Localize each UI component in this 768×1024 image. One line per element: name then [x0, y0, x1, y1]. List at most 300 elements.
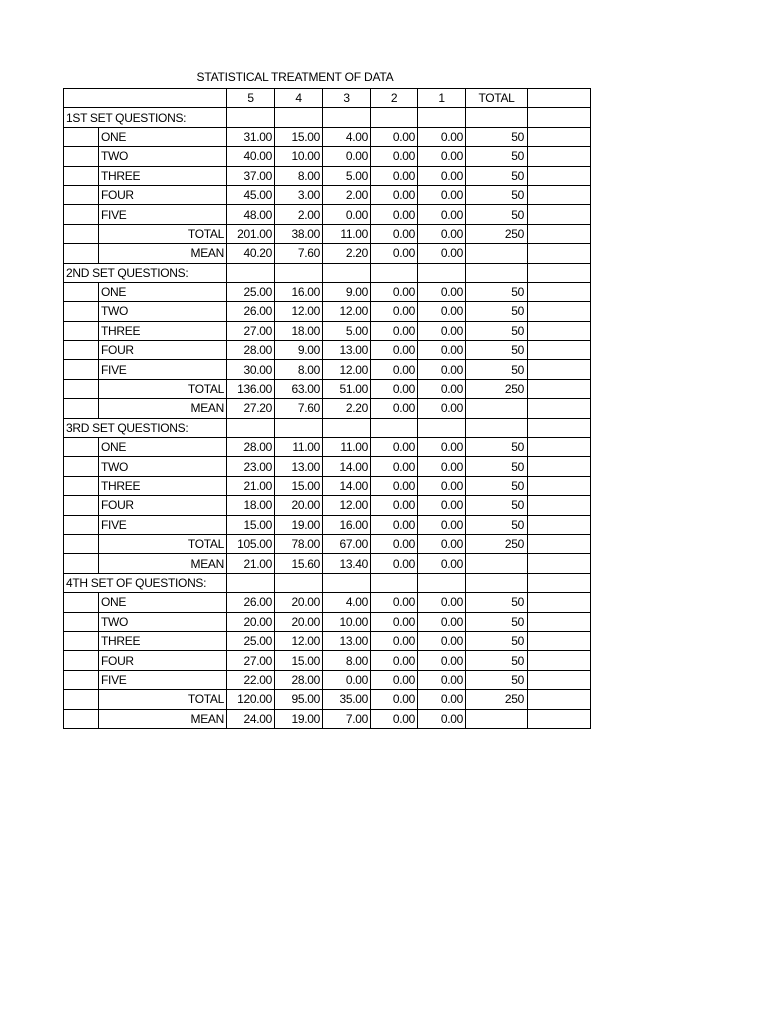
empty-cell [528, 360, 591, 379]
indent-cell [64, 690, 99, 709]
row-total-cell: 250 [466, 224, 528, 243]
total-label: TOTAL [99, 690, 227, 709]
value-cell: 0.00 [371, 399, 418, 418]
statistics-table [63, 88, 591, 729]
header-col-4: 4 [275, 89, 323, 108]
total-row [64, 379, 591, 398]
indent-cell [64, 224, 99, 243]
empty-cell [528, 302, 591, 321]
section-title: 3RD SET QUESTIONS: [64, 418, 227, 437]
row-total-cell: 50 [466, 321, 528, 340]
table-row [64, 147, 591, 166]
value-cell: 95.00 [275, 690, 323, 709]
empty-cell [528, 185, 591, 204]
value-cell: 105.00 [227, 534, 275, 553]
indent-cell [64, 476, 99, 495]
row-total-cell: 50 [466, 147, 528, 166]
section-title: 2ND SET QUESTIONS: [64, 263, 227, 282]
value-cell: 28.00 [275, 670, 323, 689]
value-cell: 15.00 [275, 127, 323, 146]
indent-cell [64, 321, 99, 340]
value-cell: 20.00 [275, 496, 323, 515]
value-cell: 21.00 [227, 554, 275, 573]
value-cell: 0.00 [371, 476, 418, 495]
table-row [64, 631, 591, 650]
value-cell: 0.00 [371, 360, 418, 379]
value-cell: 12.00 [275, 631, 323, 650]
question-label: TWO [99, 147, 227, 166]
value-cell: 0.00 [371, 515, 418, 534]
empty-cell [528, 418, 591, 437]
value-cell: 0.00 [371, 554, 418, 573]
table-row [64, 127, 591, 146]
page-title: STATISTICAL TREATMENT OF DATA [196, 70, 394, 84]
value-cell: 67.00 [323, 534, 371, 553]
value-cell: 20.00 [275, 612, 323, 631]
value-cell: 0.00 [371, 631, 418, 650]
empty-cell [466, 263, 528, 282]
empty-cell [418, 108, 466, 127]
row-total-cell: 50 [466, 185, 528, 204]
value-cell: 13.00 [323, 631, 371, 650]
header-blank-cell [99, 89, 227, 108]
header-col-total: TOTAL [466, 89, 528, 108]
section-title: 1ST SET QUESTIONS: [64, 108, 227, 127]
question-label: ONE [99, 438, 227, 457]
value-cell: 27.00 [227, 321, 275, 340]
value-cell: 7.60 [275, 244, 323, 263]
value-cell: 4.00 [323, 593, 371, 612]
header-extra-cell [528, 89, 591, 108]
question-label: THREE [99, 631, 227, 650]
value-cell: 0.00 [323, 670, 371, 689]
table-row [64, 185, 591, 204]
value-cell: 10.00 [323, 612, 371, 631]
value-cell: 0.00 [418, 321, 466, 340]
value-cell: 0.00 [371, 205, 418, 224]
question-label: ONE [99, 282, 227, 301]
value-cell: 13.00 [275, 457, 323, 476]
question-label: ONE [99, 127, 227, 146]
value-cell: 0.00 [371, 244, 418, 263]
empty-cell [323, 263, 371, 282]
value-cell: 0.00 [418, 399, 466, 418]
value-cell: 0.00 [418, 496, 466, 515]
question-label: FIVE [99, 515, 227, 534]
value-cell: 13.40 [323, 554, 371, 573]
value-cell: 63.00 [275, 379, 323, 398]
value-cell: 136.00 [227, 379, 275, 398]
row-total-cell: 50 [466, 166, 528, 185]
row-total-cell [466, 244, 528, 263]
value-cell: 0.00 [371, 302, 418, 321]
row-total-cell: 50 [466, 670, 528, 689]
value-cell: 25.00 [227, 282, 275, 301]
row-total-cell: 50 [466, 205, 528, 224]
total-row [64, 224, 591, 243]
value-cell: 18.00 [275, 321, 323, 340]
value-cell: 31.00 [227, 127, 275, 146]
question-label: TWO [99, 302, 227, 321]
value-cell: 28.00 [227, 438, 275, 457]
question-label: FIVE [99, 670, 227, 689]
question-label: THREE [99, 166, 227, 185]
total-row [64, 534, 591, 553]
indent-cell [64, 612, 99, 631]
empty-cell [275, 573, 323, 592]
empty-cell [275, 263, 323, 282]
value-cell: 0.00 [418, 379, 466, 398]
value-cell: 12.00 [323, 496, 371, 515]
value-cell: 8.00 [323, 651, 371, 670]
value-cell: 16.00 [275, 282, 323, 301]
table-row [64, 670, 591, 689]
value-cell: 19.00 [275, 709, 323, 728]
mean-row [64, 709, 591, 728]
value-cell: 0.00 [418, 593, 466, 612]
table-row [64, 496, 591, 515]
value-cell: 8.00 [275, 166, 323, 185]
value-cell: 7.00 [323, 709, 371, 728]
empty-cell [528, 399, 591, 418]
value-cell: 0.00 [418, 690, 466, 709]
table-row [64, 166, 591, 185]
empty-cell [371, 573, 418, 592]
value-cell: 38.00 [275, 224, 323, 243]
value-cell: 11.00 [275, 438, 323, 457]
value-cell: 201.00 [227, 224, 275, 243]
table-row [64, 612, 591, 631]
value-cell: 26.00 [227, 302, 275, 321]
value-cell: 12.00 [323, 360, 371, 379]
indent-cell [64, 282, 99, 301]
mean-row [64, 244, 591, 263]
indent-cell [64, 651, 99, 670]
row-total-cell: 50 [466, 593, 528, 612]
indent-cell [64, 147, 99, 166]
value-cell: 0.00 [371, 670, 418, 689]
empty-cell [528, 321, 591, 340]
value-cell: 28.00 [227, 341, 275, 360]
section-heading-row [64, 418, 591, 437]
value-cell: 26.00 [227, 593, 275, 612]
mean-row [64, 399, 591, 418]
value-cell: 20.00 [227, 612, 275, 631]
row-total-cell: 50 [466, 341, 528, 360]
empty-cell [418, 263, 466, 282]
total-row [64, 690, 591, 709]
mean-label: MEAN [99, 709, 227, 728]
table-row [64, 321, 591, 340]
value-cell: 15.00 [227, 515, 275, 534]
empty-cell [323, 418, 371, 437]
row-total-cell [466, 709, 528, 728]
row-total-cell: 50 [466, 496, 528, 515]
indent-cell [64, 670, 99, 689]
header-col-2: 2 [371, 89, 418, 108]
empty-cell [528, 379, 591, 398]
indent-cell [64, 360, 99, 379]
empty-cell [371, 263, 418, 282]
question-label: FIVE [99, 360, 227, 379]
value-cell: 0.00 [418, 709, 466, 728]
value-cell: 27.00 [227, 651, 275, 670]
value-cell: 40.00 [227, 147, 275, 166]
value-cell: 0.00 [418, 282, 466, 301]
value-cell: 24.00 [227, 709, 275, 728]
indent-cell [64, 205, 99, 224]
value-cell: 14.00 [323, 457, 371, 476]
value-cell: 2.20 [323, 399, 371, 418]
value-cell: 23.00 [227, 457, 275, 476]
row-total-cell: 50 [466, 360, 528, 379]
row-total-cell: 250 [466, 690, 528, 709]
value-cell: 7.60 [275, 399, 323, 418]
value-cell: 15.00 [275, 476, 323, 495]
value-cell: 0.00 [323, 205, 371, 224]
value-cell: 3.00 [275, 185, 323, 204]
total-label: TOTAL [99, 379, 227, 398]
value-cell: 0.00 [418, 205, 466, 224]
indent-cell [64, 379, 99, 398]
row-total-cell: 50 [466, 127, 528, 146]
empty-cell [528, 263, 591, 282]
empty-cell [227, 418, 275, 437]
question-label: FOUR [99, 651, 227, 670]
value-cell: 37.00 [227, 166, 275, 185]
value-cell: 9.00 [323, 282, 371, 301]
empty-cell [528, 166, 591, 185]
value-cell: 0.00 [371, 593, 418, 612]
value-cell: 11.00 [323, 224, 371, 243]
row-total-cell: 50 [466, 631, 528, 650]
value-cell: 12.00 [275, 302, 323, 321]
empty-cell [227, 263, 275, 282]
value-cell: 2.00 [275, 205, 323, 224]
value-cell: 25.00 [227, 631, 275, 650]
value-cell: 5.00 [323, 321, 371, 340]
value-cell: 0.00 [418, 457, 466, 476]
value-cell: 11.00 [323, 438, 371, 457]
empty-cell [275, 418, 323, 437]
value-cell: 8.00 [275, 360, 323, 379]
question-label: FOUR [99, 341, 227, 360]
value-cell: 13.00 [323, 341, 371, 360]
question-label: TWO [99, 457, 227, 476]
value-cell: 120.00 [227, 690, 275, 709]
section-heading-row [64, 108, 591, 127]
empty-cell [528, 651, 591, 670]
row-total-cell [466, 399, 528, 418]
value-cell: 0.00 [371, 166, 418, 185]
table-row [64, 205, 591, 224]
empty-cell [371, 108, 418, 127]
value-cell: 10.00 [275, 147, 323, 166]
question-label: THREE [99, 321, 227, 340]
value-cell: 20.00 [275, 593, 323, 612]
value-cell: 0.00 [418, 631, 466, 650]
empty-cell [528, 670, 591, 689]
empty-cell [528, 457, 591, 476]
header-blank-cell [64, 89, 99, 108]
empty-cell [528, 147, 591, 166]
section-heading-row [64, 573, 591, 592]
empty-cell [528, 127, 591, 146]
table-row [64, 651, 591, 670]
empty-cell [466, 418, 528, 437]
value-cell: 0.00 [371, 321, 418, 340]
value-cell: 51.00 [323, 379, 371, 398]
question-label: FOUR [99, 185, 227, 204]
table-row [64, 593, 591, 612]
table-row [64, 476, 591, 495]
section-heading-row [64, 263, 591, 282]
value-cell: 0.00 [371, 127, 418, 146]
header-col-1: 1 [418, 89, 466, 108]
value-cell: 0.00 [418, 476, 466, 495]
table-row [64, 302, 591, 321]
empty-cell [528, 593, 591, 612]
value-cell: 0.00 [371, 147, 418, 166]
table-row [64, 515, 591, 534]
value-cell: 0.00 [418, 341, 466, 360]
header-col-3: 3 [323, 89, 371, 108]
indent-cell [64, 515, 99, 534]
value-cell: 40.20 [227, 244, 275, 263]
indent-cell [64, 399, 99, 418]
indent-cell [64, 185, 99, 204]
total-label: TOTAL [99, 224, 227, 243]
value-cell: 0.00 [418, 534, 466, 553]
value-cell: 0.00 [418, 651, 466, 670]
table-row [64, 438, 591, 457]
value-cell: 0.00 [371, 224, 418, 243]
header-row [64, 89, 591, 108]
value-cell: 16.00 [323, 515, 371, 534]
value-cell: 30.00 [227, 360, 275, 379]
empty-cell [275, 108, 323, 127]
value-cell: 4.00 [323, 127, 371, 146]
empty-cell [528, 612, 591, 631]
value-cell: 0.00 [371, 690, 418, 709]
value-cell: 0.00 [371, 341, 418, 360]
indent-cell [64, 438, 99, 457]
question-label: FOUR [99, 496, 227, 515]
indent-cell [64, 457, 99, 476]
value-cell: 0.00 [371, 282, 418, 301]
row-total-cell [466, 554, 528, 573]
indent-cell [64, 593, 99, 612]
value-cell: 0.00 [418, 185, 466, 204]
row-total-cell: 50 [466, 515, 528, 534]
empty-cell [528, 515, 591, 534]
row-total-cell: 50 [466, 651, 528, 670]
indent-cell [64, 166, 99, 185]
value-cell: 14.00 [323, 476, 371, 495]
empty-cell [418, 573, 466, 592]
question-label: ONE [99, 593, 227, 612]
value-cell: 0.00 [418, 224, 466, 243]
row-total-cell: 50 [466, 438, 528, 457]
mean-row [64, 554, 591, 573]
value-cell: 0.00 [418, 438, 466, 457]
empty-cell [323, 573, 371, 592]
value-cell: 0.00 [418, 360, 466, 379]
empty-cell [227, 573, 275, 592]
empty-cell [528, 631, 591, 650]
empty-cell [323, 108, 371, 127]
value-cell: 0.00 [371, 185, 418, 204]
total-label: TOTAL [99, 534, 227, 553]
value-cell: 0.00 [418, 166, 466, 185]
value-cell: 0.00 [418, 302, 466, 321]
row-total-cell: 50 [466, 457, 528, 476]
value-cell: 0.00 [418, 670, 466, 689]
value-cell: 0.00 [418, 127, 466, 146]
indent-cell [64, 496, 99, 515]
empty-cell [227, 108, 275, 127]
table-row [64, 457, 591, 476]
empty-cell [466, 573, 528, 592]
empty-cell [528, 341, 591, 360]
value-cell: 78.00 [275, 534, 323, 553]
empty-cell [528, 573, 591, 592]
indent-cell [64, 534, 99, 553]
row-total-cell: 250 [466, 534, 528, 553]
empty-cell [528, 476, 591, 495]
row-total-cell: 250 [466, 379, 528, 398]
row-total-cell: 50 [466, 476, 528, 495]
value-cell: 27.20 [227, 399, 275, 418]
value-cell: 48.00 [227, 205, 275, 224]
empty-cell [528, 709, 591, 728]
value-cell: 19.00 [275, 515, 323, 534]
value-cell: 18.00 [227, 496, 275, 515]
table-row [64, 282, 591, 301]
empty-cell [528, 205, 591, 224]
table-row [64, 360, 591, 379]
mean-label: MEAN [99, 244, 227, 263]
question-label: FIVE [99, 205, 227, 224]
value-cell: 15.60 [275, 554, 323, 573]
empty-cell [371, 418, 418, 437]
indent-cell [64, 341, 99, 360]
indent-cell [64, 127, 99, 146]
value-cell: 0.00 [323, 147, 371, 166]
question-label: THREE [99, 476, 227, 495]
value-cell: 0.00 [371, 457, 418, 476]
value-cell: 0.00 [371, 496, 418, 515]
value-cell: 12.00 [323, 302, 371, 321]
empty-cell [528, 496, 591, 515]
empty-cell [528, 282, 591, 301]
empty-cell [528, 244, 591, 263]
empty-cell [528, 438, 591, 457]
value-cell: 0.00 [418, 244, 466, 263]
value-cell: 0.00 [371, 612, 418, 631]
indent-cell [64, 554, 99, 573]
header-col-5: 5 [227, 89, 275, 108]
value-cell: 5.00 [323, 166, 371, 185]
value-cell: 9.00 [275, 341, 323, 360]
value-cell: 0.00 [371, 709, 418, 728]
table-row [64, 341, 591, 360]
value-cell: 35.00 [323, 690, 371, 709]
indent-cell [64, 244, 99, 263]
value-cell: 15.00 [275, 651, 323, 670]
empty-cell [528, 554, 591, 573]
indent-cell [64, 709, 99, 728]
